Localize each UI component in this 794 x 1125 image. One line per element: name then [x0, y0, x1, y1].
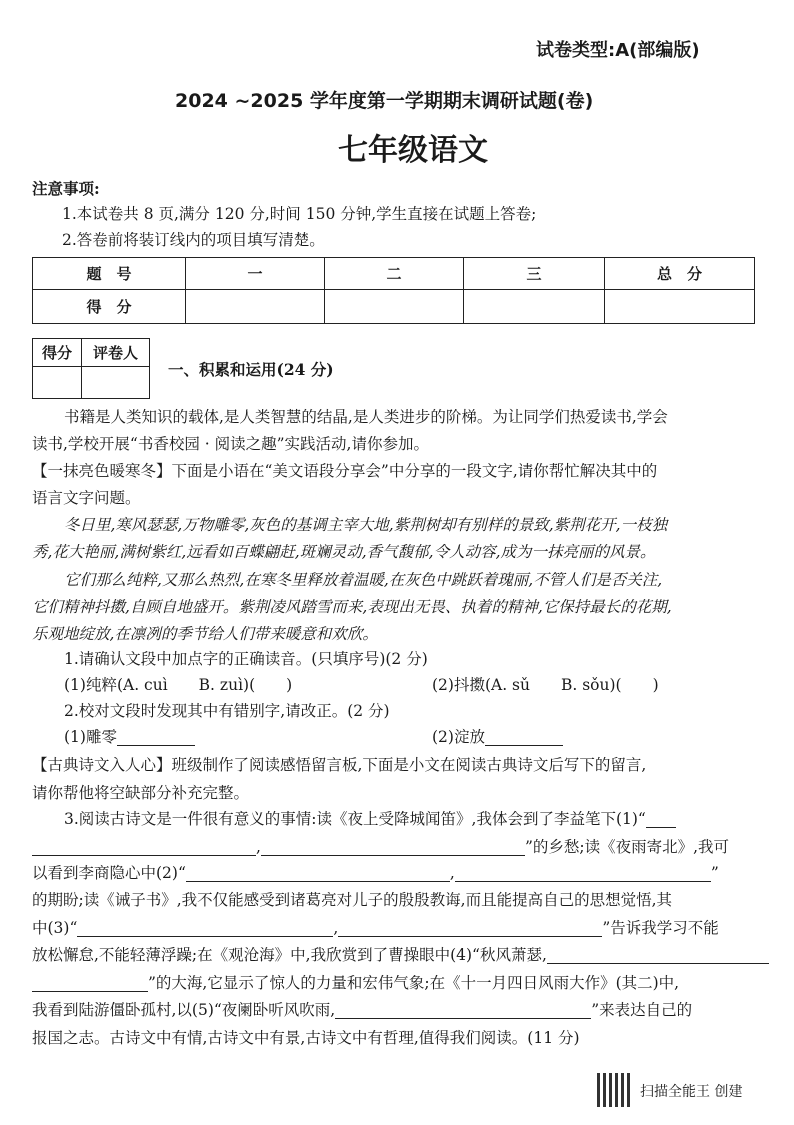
question-2-part-a-label: (1)雕零 — [64, 728, 117, 746]
question-2: 2.校对文段时发现其中有错别字,请改正。(2 分) — [64, 702, 390, 720]
answer-blank-3-1a[interactable] — [646, 813, 676, 828]
grader-name-label: 评卷人 — [82, 339, 150, 367]
question-1-part-a: (1)纯粹(A. cuì B. zuì)( ) — [64, 676, 293, 694]
answer-blank-3-1c[interactable] — [261, 841, 525, 856]
part1-instruction-1: 【一抹亮色暖寒冬】下面是小语在“美文语段分享会”中分享的一段文字,请你帮忙解决其中的 — [32, 462, 658, 480]
answer-blank-3-1b[interactable] — [32, 841, 256, 856]
passage-line-4: 它们精神抖擞,自顾自地盛开。紫荆凌风踏雪而来,表现出无畏、执着的精神,它保持最长的花期, — [32, 598, 672, 616]
paper-type: 试卷类型:A(部编版) — [536, 40, 700, 61]
part2-instruction-1: 【古典诗文入人心】班级制作了阅读感悟留言板,下面是小文在阅读古典诗文后写下的留言, — [32, 756, 647, 774]
score-cell-3[interactable] — [464, 290, 605, 324]
question-3-text-2: ”的乡愁;读《夜雨寄北》,我可 — [524, 838, 730, 856]
question-3-line-5 — [32, 921, 719, 937]
score-table-header-1: 一 — [186, 258, 325, 290]
question-3-comma-3: , — [333, 919, 339, 937]
question-3-text-8: 我看到陆游僵卧孤村,以(5)“夜阑卧听风吹雨, — [32, 1001, 336, 1019]
answer-blank-3-5[interactable] — [335, 1004, 591, 1019]
question-3-text-7: ”的大海,它显示了惊人的力量和宏伟气象;在《十一月四日风雨大作》(其二)中, — [148, 974, 680, 992]
question-3-text-1: 3.阅读古诗文是一件很有意义的事情:读《夜上受降城闻笛》,我体会到了李益笔下(1)“ — [64, 810, 646, 828]
section1-heading: 一、积累和运用(24 分) — [168, 360, 334, 379]
score-table-row-label: 得 分 — [33, 290, 186, 324]
question-3-line-8 — [32, 1003, 692, 1019]
grader-box — [32, 338, 150, 399]
grader-name-cell[interactable] — [82, 367, 150, 399]
question-3-text-8b: ”来表达自己的 — [591, 1001, 693, 1019]
question-3-line-7 — [32, 976, 679, 992]
question-3-text-5: 中(3)“ — [32, 919, 78, 937]
question-1: 1.请确认文段中加点字的正确读音。(只填序号)(2 分) — [64, 650, 428, 668]
intro-line-2: 读书,学校开展“书香校园 · 阅读之趣”实践活动,请你参加。 — [32, 435, 429, 453]
part1-instruction-2: 语言文字问题。 — [32, 489, 141, 507]
question-3-text-5b: ”告诉我学习不能 — [602, 919, 719, 937]
notes-heading: 注意事项: — [32, 179, 100, 198]
qr-code-icon — [597, 1073, 631, 1107]
intro-line-1: 书籍是人类知识的载体,是人类智慧的结晶,是人类进步的阶梯。为让同学们热爱读书,学会 — [64, 408, 668, 426]
question-3-line-3 — [32, 866, 719, 882]
question-3-line-2 — [32, 840, 729, 856]
question-2-part-b-label: (2)淀放 — [432, 728, 485, 746]
note-item-1: 1.本试卷共 8 页,满分 120 分,时间 150 分钟,学生直接在试题上答卷; — [62, 205, 537, 223]
note-item-2: 2.答卷前将装订线内的项目填写清楚。 — [62, 231, 325, 249]
question-3-line-9: 报国之志。古诗文中有情,古诗文中有景,古诗文中有哲理,值得我们阅读。(11 分) — [32, 1029, 580, 1047]
score-cell-2[interactable] — [325, 290, 464, 324]
score-table-header-total: 总 分 — [605, 258, 755, 290]
answer-blank-3-3a[interactable] — [77, 922, 333, 937]
passage-line-3: 它们那么纯粹,又那么热烈,在寒冬里释放着温暖,在灰色中跳跃着瑰丽,不管人们是否关注, — [64, 571, 663, 589]
exam-title: 2024 ~2025 学年度第一学期期末调研试题(卷) — [175, 90, 594, 112]
question-1-part-b: (2)抖擞(A. sǔ B. sǒu)( ) — [432, 676, 659, 694]
score-cell-1[interactable] — [186, 290, 325, 324]
question-3-line-1 — [64, 812, 676, 828]
answer-blank-3-2a[interactable] — [186, 867, 450, 882]
scanner-watermark: 扫描全能王 创建 — [640, 1084, 743, 1100]
part2-instruction-2: 请你帮他将空缺部分补充完整。 — [32, 784, 250, 802]
question-3-line-4: 的期盼;读《诫子书》,我不仅能感受到诸葛亮对儿子的殷殷教诲,而且能提高自己的思想觉悟,其 — [32, 891, 673, 909]
passage-line-1: 冬日里,寒风瑟瑟,万物雕零,灰色的基调主宰大地,紫荆树却有别样的景致,紫荆花开,一枝独 — [64, 516, 668, 534]
question-3-text-6: 放松懈怠,不能轻薄浮躁;在《观沧海》中,我欣赏到了曹操眼中(4)“秋风萧瑟, — [32, 946, 547, 964]
grader-score-label: 得分 — [33, 339, 82, 367]
answer-blank-3-3b[interactable] — [338, 922, 602, 937]
question-3-text-3: 以看到李商隐心中(2)“ — [32, 864, 186, 882]
subject-title: 七年级语文 — [338, 133, 488, 168]
score-table-header-2: 二 — [325, 258, 464, 290]
question-3-comma-2: , — [449, 864, 455, 882]
score-table-header-3: 三 — [464, 258, 605, 290]
question-3-line-6 — [32, 948, 769, 964]
answer-blank-2b[interactable] — [485, 731, 563, 746]
passage-line-2: 秀,花大艳丽,满树紫红,远看如百蝶翩赶,斑斓灵动,香气馥郁,令人动容,成为一抹亮丽的风景。 — [32, 543, 656, 561]
answer-blank-3-4b[interactable] — [32, 977, 148, 992]
question-2-part-b — [432, 730, 563, 746]
grader-score-cell[interactable] — [33, 367, 82, 399]
score-cell-total[interactable] — [605, 290, 755, 324]
question-3-comma-1: , — [256, 838, 261, 856]
answer-blank-2a[interactable] — [117, 731, 195, 746]
passage-line-5: 乐观地绽放,在凛冽的季节给人们带来暖意和欢欣。 — [32, 625, 378, 643]
question-3-quote-close: ” — [710, 864, 719, 882]
score-table — [32, 257, 755, 324]
score-table-header-q: 题 号 — [33, 258, 186, 290]
answer-blank-3-2b[interactable] — [455, 867, 711, 882]
question-2-part-a — [64, 730, 195, 746]
answer-blank-3-4a[interactable] — [547, 949, 769, 964]
